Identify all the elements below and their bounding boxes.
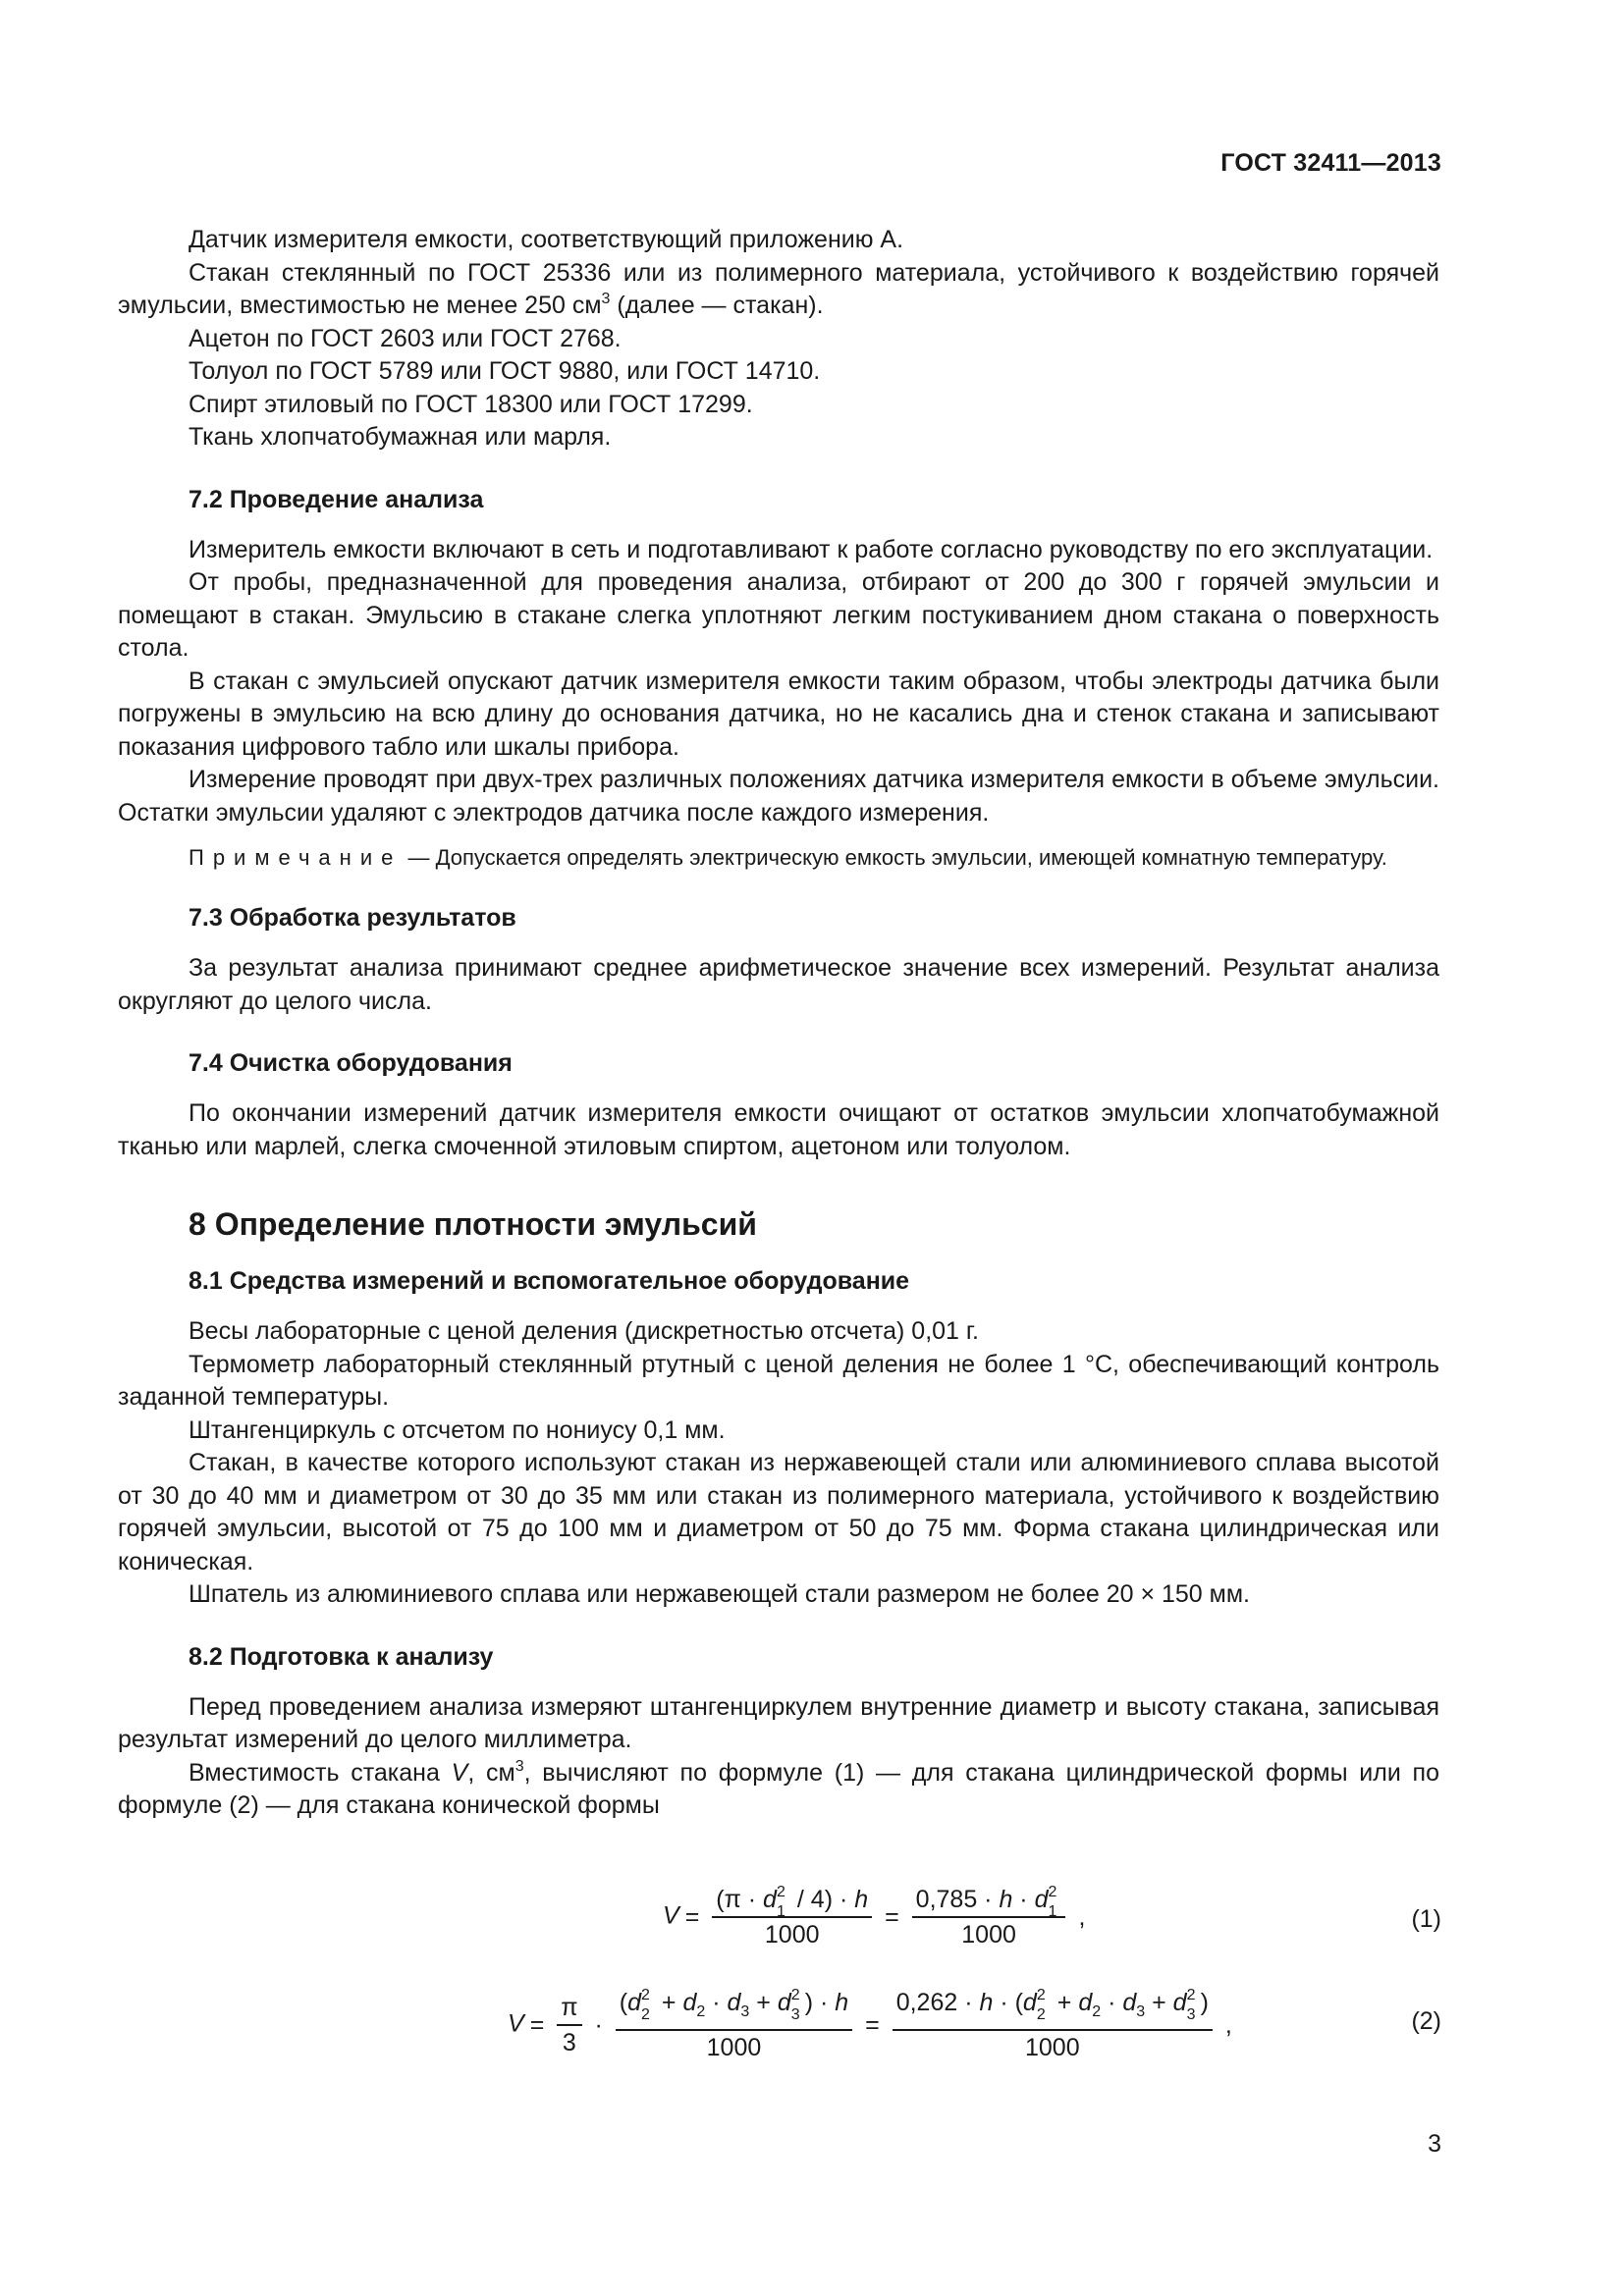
section-heading: 7.2 Проведение анализа bbox=[189, 485, 484, 513]
paragraph: За результат анализа принимают среднее арифметическое значение всех измерений. Результат анализа округляют до целого числа. bbox=[118, 954, 1439, 1015]
chapter-heading: 8 Определение плотности эмульсий bbox=[189, 1206, 757, 1242]
paragraph: Стакан, в качестве которого используют стакан из нержавеющей стали или алюминиевого сплава высотой от 30 до 40 мм и диаметром от 30 до 35 мм или стакан из полимерного материала, устойчивого к воздействию горячей эмульсии, высотой от 75 до 100 мм и диаметром от 50 до 75 мм. Форма стакана цилиндрическая или коническая. bbox=[118, 1449, 1439, 1575]
paragraph: Ткань хлопчатобумажная или марля. bbox=[189, 423, 612, 451]
section-heading: 7.3 Обработка результатов bbox=[189, 904, 516, 932]
section-heading: 7.4 Очистка оборудования bbox=[189, 1049, 513, 1077]
paragraph: Спирт этиловый по ГОСТ 18300 или ГОСТ 17299. bbox=[189, 390, 753, 418]
section-heading: 8.2 Подготовка к анализу bbox=[189, 1642, 494, 1671]
page-number: 3 bbox=[1428, 2130, 1441, 2158]
note-label: Примечание bbox=[189, 845, 403, 870]
document-code: ГОСТ 32411—2013 bbox=[1220, 149, 1441, 177]
paragraph: По окончании измерений датчик измерителя емкости очищают от остатков эмульсии хлопчатобумажной тканью или марлей, слегка смоченной этиловым спиртом, ацетоном или толуолом. bbox=[118, 1099, 1439, 1160]
note bbox=[118, 843, 1439, 873]
paragraph: Ацетон по ГОСТ 2603 или ГОСТ 2768. bbox=[189, 324, 622, 352]
page-content bbox=[118, 224, 1439, 1823]
paragraph: Весы лабораторные с ценой деления (дискретностью отсчета) 0,01 г. bbox=[189, 1317, 979, 1345]
formula-number: (2) bbox=[1411, 2007, 1441, 2035]
formula-number: (1) bbox=[1411, 1905, 1441, 1933]
paragraph: Термометр лабораторный стеклянный ртутный с ценой деления не более 1 °С, обеспечивающий контроль заданной температуры. bbox=[118, 1350, 1439, 1411]
paragraph: Штангенциркуль с отсчетом по нониусу 0,1 мм. bbox=[189, 1415, 726, 1444]
paragraph: Датчик измерителя емкости, соответствующий приложению А. bbox=[189, 226, 904, 253]
paragraph: Шпатель из алюминиевого сплава или нержавеющей стали размером не более 20 × 150 мм. bbox=[189, 1580, 1250, 1608]
paragraph: Стакан стеклянный по ГОСТ 25336 или из полимерного материала, устойчивого к воздействию горячей эмульсии, вместимостью не менее 250 $см^3$ (далее — стакан). bbox=[118, 258, 1439, 319]
paragraph: От пробы, предназначенной для проведения анализа, отбирают от 200 до 300 г горячей эмульсии и помещают в стакан. Эмульсию в стакане слегка уплотняют легким постукиванием дном стакана о поверхность стола. bbox=[118, 568, 1439, 662]
paragraph: Вместимость стакана V, $см^3$, вычисляют по формуле (1) — для стакана цилиндрической формы или по формуле (2) — для стакана конической формы bbox=[118, 1757, 1439, 1819]
paragraph: Перед проведением анализа измеряют штангенциркулем внутренние диаметр и высоту стакана, записывая результат измерений до целого миллиметра. bbox=[118, 1692, 1439, 1753]
section-heading: 8.1 Средства измерений и вспомогательное оборудование bbox=[189, 1267, 910, 1295]
paragraph: Измерение проводят при двух-трех различных положениях датчика измерителя емкости в объеме эмульсии. Остатки эмульсии удаляют с электродов датчика после каждого измерения. bbox=[118, 766, 1439, 827]
note-text: — Допускается определять электрическую емкость эмульсии, имеющей комнатную температуру. bbox=[402, 845, 1387, 870]
formula-2: V = $\frac{\pi}{3}$ · (d 2 2 + $d_2 \cdot d_3 + d$ 2 3 ) · h 1000 = 0,262 · h · (d 2 2 + $d_2 \cdot d_3 + d$ 2 3 ) 1000 , bbox=[508, 1987, 1232, 2061]
paragraph: Измеритель емкости включают в сеть и подготавливают к работе согласно руководству по его эксплуатации. bbox=[189, 535, 1434, 563]
paragraph: Толуол по ГОСТ 5789 или ГОСТ 9880, или ГОСТ 14710. bbox=[189, 357, 821, 385]
paragraph: В стакан с эмульсией опускают датчик измерителя емкости таким образом, чтобы электроды датчика были погружены в эмульсию на всю длину до основания датчика, но не касались дна и стенок стакана и записывают показания цифрового табло или шкалы прибора. bbox=[118, 667, 1439, 761]
formula-1: V = (π · d 2 1 / 4) · h 1000 = 0,785 · h · d 2 1 1000 , bbox=[663, 1884, 1086, 1949]
